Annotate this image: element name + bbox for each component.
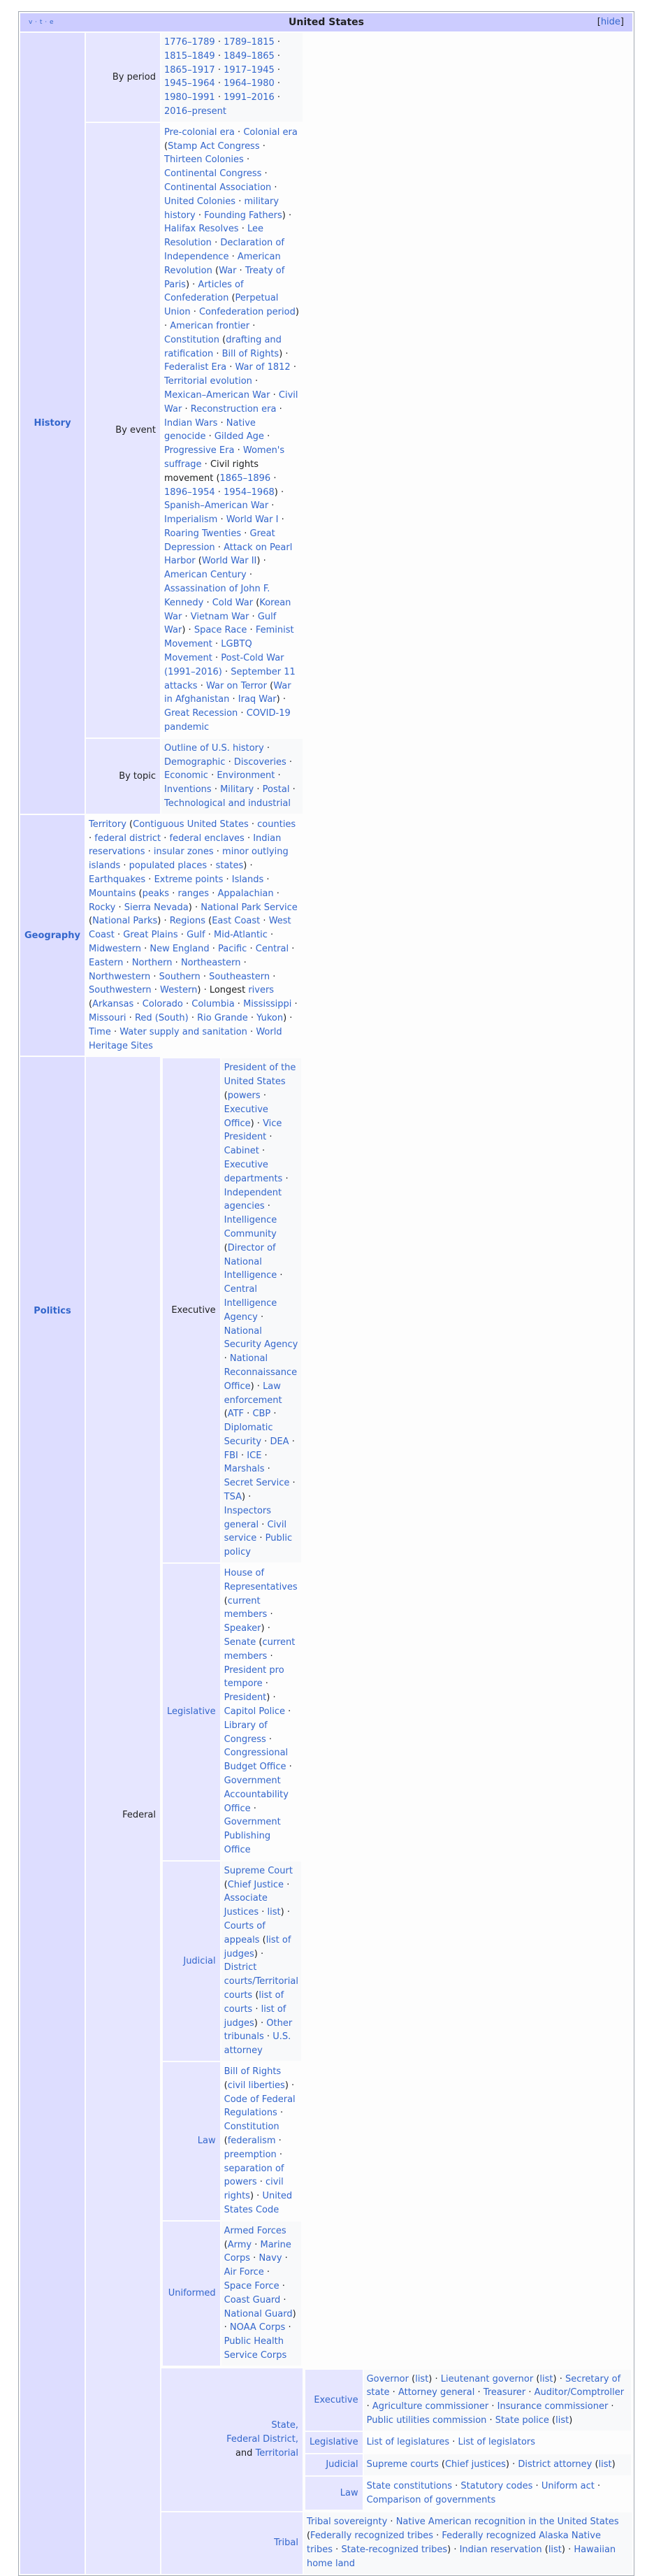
group-by-period: By period [86, 33, 160, 122]
group-federal-law: Law [163, 2062, 220, 2220]
list-by-period: 1776–1789 · 1789–1815 · 1815–1849 · 1849–1865 · 1865–1917 · 1917–1945 · 1945–1964 · 1964–1980 · 1980–1991 · 1991–2016 · 2016–present [161, 33, 303, 122]
state-subgroups [304, 2368, 632, 2512]
list-state-judicial: Supreme courts (Chief justices) · District attorney (list) [364, 2454, 631, 2475]
list-state-legislative: List of legislatures · List of legislators [364, 2432, 631, 2453]
politics-link[interactable]: Politics [34, 1306, 71, 1317]
list-federal-law: Bill of Rights (civil liberties) · Code of Federal Regulations · Constitution (federalism · preemption · separation of powers · civil rights) · United States Code [221, 2062, 301, 2220]
group-federal-legislative: Legislative [163, 1564, 220, 1860]
group-federal-executive: Executive [163, 1058, 220, 1562]
tribal-link[interactable]: Tribal [274, 2538, 298, 2549]
group-state-law: Law [305, 2477, 363, 2510]
list-federal-executive: President of the United States (powers · Executive Office) · Vice President · Cabinet · Executive departments · Independent agencies · Intelligence Community (Director of National Intelligence · Central Intelligence Agency · National Security Agency · National Reconnaissance Office) · Law enforcement (ATF · CBP · Diplomatic Security · DEA · FBI · ICE · Marshals · Secret Service · TSA) · Inspectors general · Civil service · Public policy [221, 1058, 301, 1562]
list-state-law: State constitutions · Statutory codes · Uniform act · Comparison of governments [364, 2477, 631, 2510]
navbox [18, 11, 634, 2576]
group-state: State, Federal District, and Territorial [161, 2368, 303, 2512]
federal-district-link[interactable]: Federal District, [226, 2434, 298, 2445]
group-federal-judicial: Judicial [163, 1862, 220, 2061]
hide-link[interactable]: hide [600, 17, 620, 27]
geography-link[interactable]: Geography [24, 930, 80, 941]
list-by-event: Pre-colonial era · Colonial era (Stamp Act Congress · Thirteen Colonies · Continental Congress · Continental Association · United Colonies · military history · Founding Fathers) · Halifax Resolves · Lee Resolution · Declaration of Independence · American Revolution (War · Treaty of Paris) · Articles of Confederation (Perpetual Union · Confederation period) · American frontier · Constitution (drafting and ratification · Bill of Rights) · Federalist Era · War of 1812 · Territorial evolution · Mexican–American War · Civil War · Reconstruction era · Indian Wars · Native genocide · Gilded Age · Progressive Era · Women's suffrage · Civil rights movement (1865–1896 · 1896–1954 · 1954–1968) · Spanish–American War · Imperialism · World War I · Roaring Twenties · Great Depression · Attack on Pearl Harbor (World War II) · American Century · Assassination of John F. Kennedy · Cold War (Korean War · Vietnam War · Gulf War) · Space Race · Feminist Movement · LGBTQ Movement · Post-Cold War (1991–2016) · September 11 attacks · War on Terror (War in Afghanistan · Iraq War) · Great Recession · COVID-19 pandemic [161, 123, 303, 737]
navbox-title-bar [20, 13, 632, 31]
group-state-legislative: Legislative [305, 2432, 363, 2453]
list-by-topic: Outline of U.S. history · Demographic · Discoveries · Economic · Environment · Inventions · Military · Postal · Technological and industrial [161, 739, 303, 814]
group-geography[interactable] [20, 815, 85, 1056]
group-by-topic: By topic [86, 739, 160, 814]
federal-subgroups [161, 1057, 303, 2366]
list-federal-legislative: House of Representatives (current members · Speaker) · Senate (current members · President pro tempore · President) · Capitol Police · Library of Congress · Congressional Budget Office · Government Accountability Office · Government Publishing Office [221, 1564, 301, 1860]
group-history[interactable] [20, 33, 85, 814]
list-tribal: Tribal sovereignty · Native American recognition in the United States (Federally recognized tribes · Federally recognized Alaska Native tribes · State-recognized tribes) · Indian reservation (list) · Hawaiian home land [304, 2512, 632, 2573]
group-by-event: By event [86, 123, 160, 737]
group-tribal [161, 2512, 303, 2573]
state-link[interactable]: State, [271, 2420, 298, 2431]
hide-toggle[interactable]: [hide] [597, 17, 624, 27]
list-federal-judicial: Supreme Court (Chief Justice · Associate Justices · list) · Courts of appeals (list of judges) · District courts/Territorial courts (list of courts · list of judges) · Other tribunals · U.S. attorney [221, 1862, 301, 2061]
group-state-executive: Executive [305, 2370, 363, 2431]
history-link[interactable]: History [34, 417, 71, 429]
list-state-executive: Governor (list) · Lieutenant governor (list) · Secretary of state · Attorney general · Treasurer · Auditor/Comptroller · Agriculture commissioner · Insurance commissioner · Public utilities commission · State police (list) [364, 2370, 631, 2431]
navbox-table [19, 31, 634, 2575]
group-federal-uniformed: Uniformed [163, 2222, 220, 2366]
navbox-title: United States [289, 17, 364, 28]
vte-links[interactable]: v · t · e [29, 19, 54, 26]
federal-label: Federal [122, 1810, 156, 1821]
group-federal [86, 1057, 160, 2573]
group-state-judicial: Judicial [305, 2454, 363, 2475]
list-federal-uniformed: Armed Forces (Army · Marine Corps · Navy · Air Force · Space Force · Coast Guard · National Guard) · NOAA Corps · Public Health Service Corps [221, 2222, 301, 2366]
group-politics[interactable] [20, 1057, 85, 2573]
territorial-link[interactable]: Territorial [255, 2448, 298, 2459]
list-geography: Territory (Contiguous United States · counties · federal district · federal enclaves · Indian reservations · insular zones · minor outlying islands · populated places · states) · Earthquakes · Extreme points · Islands · Mountains (peaks · ranges · Appalachian · Rocky · Sierra Nevada) · National Park Service (National Parks) · Regions (East Coast · West Coast · Great Plains · Gulf · Mid-Atlantic · Midwestern · New England · Pacific · Central · Eastern · Northern · Northeastern · Northwestern · Southern · Southeastern · Southwestern · Western) · Longest rivers (Arkansas · Colorado · Columbia · Mississippi · Missouri · Red (South) · Rio Grande · Yukon) · Time · Water supply and sanitation · World Heritage Sites [86, 815, 303, 1056]
